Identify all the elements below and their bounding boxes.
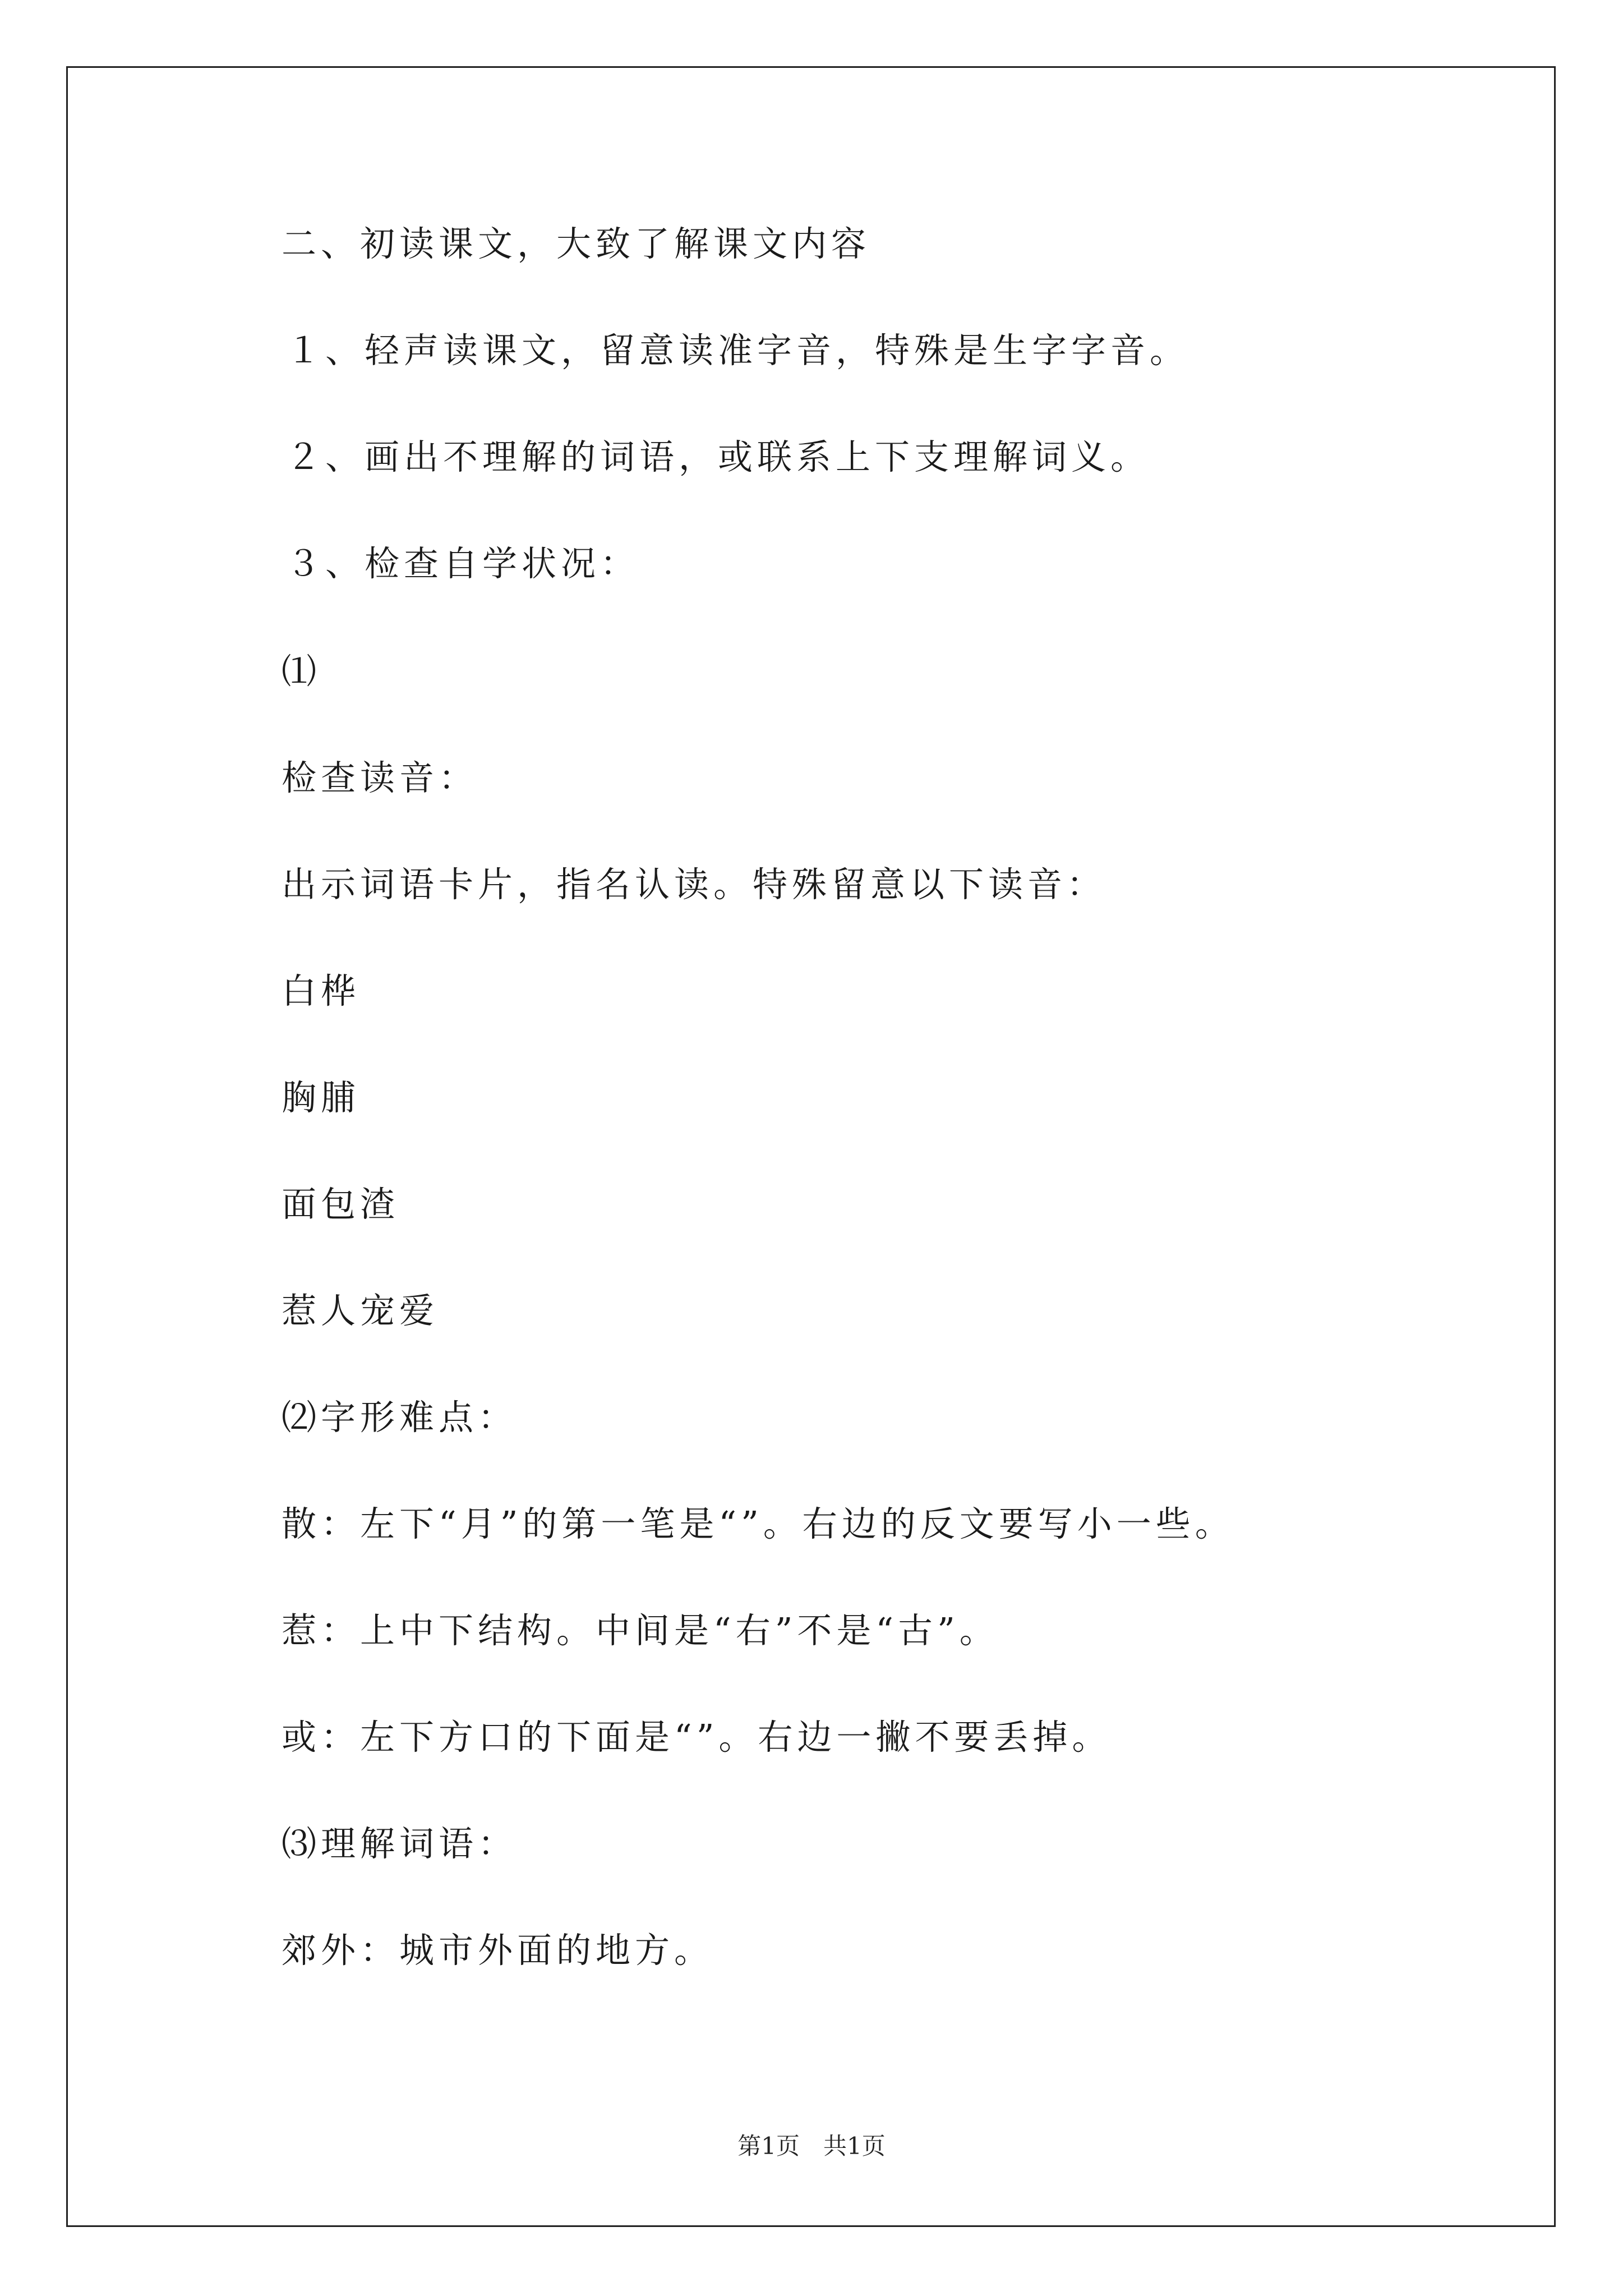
glyph-note: 惹：上中下结构。中间是“右”不是“古”。 bbox=[282, 1610, 999, 1651]
word-item: 胸脯 bbox=[282, 1077, 361, 1118]
glyph-note: 或：左下方口的下面是“”。右边一撇不要丢掉。 bbox=[282, 1717, 1112, 1757]
word-item: 面包渣 bbox=[282, 1184, 400, 1225]
glyph-difficulty-heading: ⑵字形难点： bbox=[282, 1397, 518, 1438]
step-2: ２、画出不理解的词语，或联系上下支理解词义。 bbox=[286, 436, 1150, 477]
page-number-footer: 第1页 共1页 bbox=[737, 2132, 886, 2160]
word-item: 白桦 bbox=[282, 970, 361, 1011]
vocabulary-definition: 郊外：城市外面的地方。 bbox=[282, 1930, 714, 1971]
step-3: ３、检查自学状况： bbox=[286, 543, 640, 584]
sub-item-1-marker: ⑴ bbox=[282, 651, 321, 692]
step-1: １、轻声读课文，留意读准字音，特殊是生字字音。 bbox=[286, 330, 1189, 371]
word-card-instruction: 出示词语卡片，指名认读。特殊留意以下读音： bbox=[282, 864, 1106, 905]
check-pronunciation: 检查读音： bbox=[282, 757, 478, 798]
glyph-note: 散：左下“月”的第一笔是“”。右边的反文要写小一些。 bbox=[282, 1503, 1234, 1544]
vocabulary-heading: ⑶理解词语： bbox=[282, 1823, 518, 1864]
section-heading: 二、初读课文，大致了解课文内容 bbox=[282, 223, 871, 264]
page-border bbox=[66, 66, 1556, 2227]
word-item: 惹人宠爱 bbox=[282, 1290, 439, 1331]
